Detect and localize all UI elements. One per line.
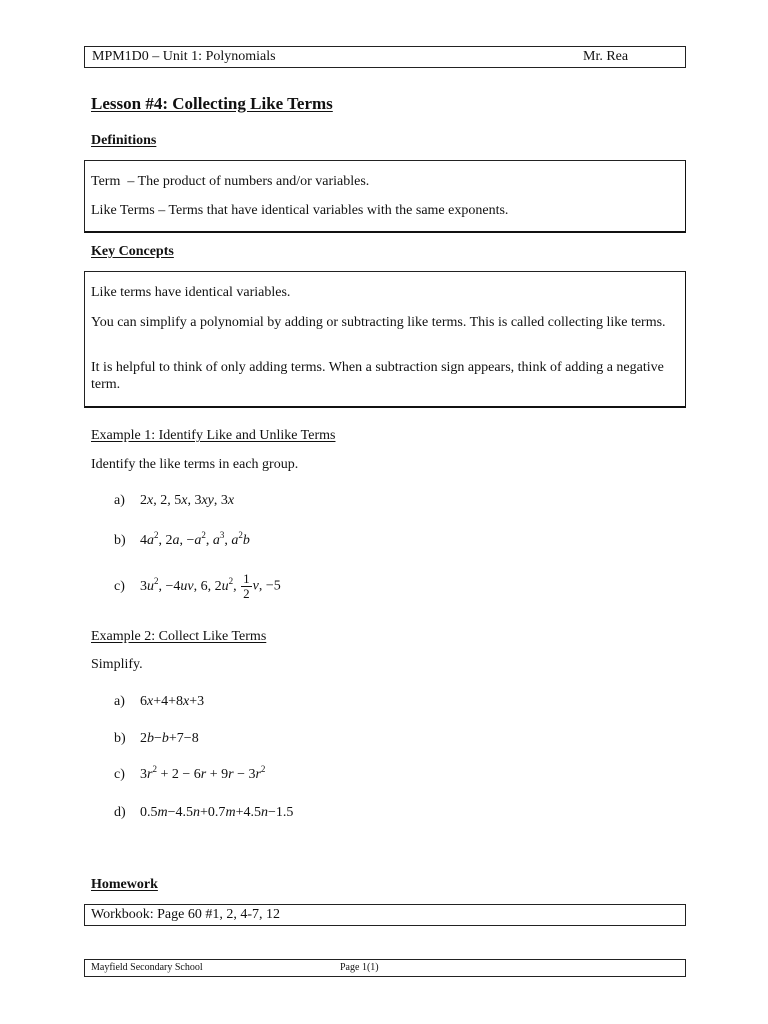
- key-concepts-heading: Key Concepts: [91, 244, 174, 259]
- definition-term: Term – The product of numbers and/or variables.: [91, 174, 370, 189]
- math-expression: $3r^2 + 2 - 6r + 9r - 3r^2$: [140, 764, 266, 782]
- item-label: d): [114, 805, 126, 820]
- item-label: c): [114, 578, 125, 594]
- math-expression: 0.5m−4.5n+0.7m+4.5n−1.5: [140, 805, 294, 820]
- example1-item-b: [114, 530, 250, 549]
- example2-title: Example 2: Collect Like Terms: [91, 629, 267, 644]
- item-label: a): [114, 493, 125, 508]
- example2-item-c: [114, 764, 266, 783]
- example1-instruction: Identify the like terms in each group.: [91, 457, 299, 472]
- key-concept-1: Like terms have identical variables.: [91, 285, 291, 300]
- footer-school: Mayfield Secondary School: [91, 962, 203, 973]
- fraction: [241, 572, 252, 601]
- example2-item-d: [114, 805, 293, 821]
- example2-instruction: Simplify.: [91, 657, 143, 672]
- definitions-heading: Definitions: [91, 133, 157, 148]
- item-label: c): [114, 767, 125, 782]
- math-expression: 2x, 2, 5x, 3xy, 3x: [140, 493, 235, 508]
- example2-item-b: [114, 731, 199, 747]
- example1-item-c: [114, 572, 281, 601]
- math-expression: 2b−b+7−8: [140, 731, 199, 746]
- key-concepts-box: [84, 271, 686, 408]
- item-label: b): [114, 731, 126, 746]
- math-expression: 6x+4+8x+3: [140, 694, 205, 709]
- fraction-denominator: 2: [243, 586, 250, 601]
- homework-box: [84, 904, 686, 926]
- definitions-box: [84, 160, 686, 233]
- footer-page: Page 1(1): [340, 962, 379, 973]
- definition-like-terms: Like Terms – Terms that have identical variables with the same exponents.: [91, 203, 509, 218]
- key-concept-3: It is helpful to think of only adding terms. When a subtraction sign appears, think of adding a negative term.: [91, 360, 664, 392]
- lesson-title: Lesson #4: Collecting Like Terms: [91, 94, 333, 113]
- key-concept-2: You can simplify a polynomial by adding or subtracting like terms. This is called collecting like terms.: [91, 315, 666, 330]
- fraction-numerator: 1: [243, 571, 250, 586]
- header-box: [84, 46, 686, 68]
- footer-box: [84, 959, 686, 977]
- course-title: MPM1D0 – Unit 1: Polynomials: [92, 49, 276, 64]
- example2-item-a: [114, 694, 204, 710]
- example1-item-a: [114, 493, 234, 509]
- math-expression: $4a^2$, 2a, $-a^2$, $a^3$, $a^2b$: [140, 530, 250, 548]
- teacher-name: Mr. Rea: [583, 49, 629, 64]
- math-expression-tail: v, −5: [252, 578, 281, 594]
- item-label: b): [114, 533, 126, 548]
- math-expression: $3u^2$, −4uv, 6, $2u^2$,: [140, 575, 241, 594]
- item-label: a): [114, 694, 125, 709]
- homework-text: Workbook: Page 60 #1, 2, 4-7, 12: [91, 907, 281, 922]
- homework-heading: Homework: [91, 877, 158, 892]
- example1-title: Example 1: Identify Like and Unlike Terms: [91, 428, 336, 443]
